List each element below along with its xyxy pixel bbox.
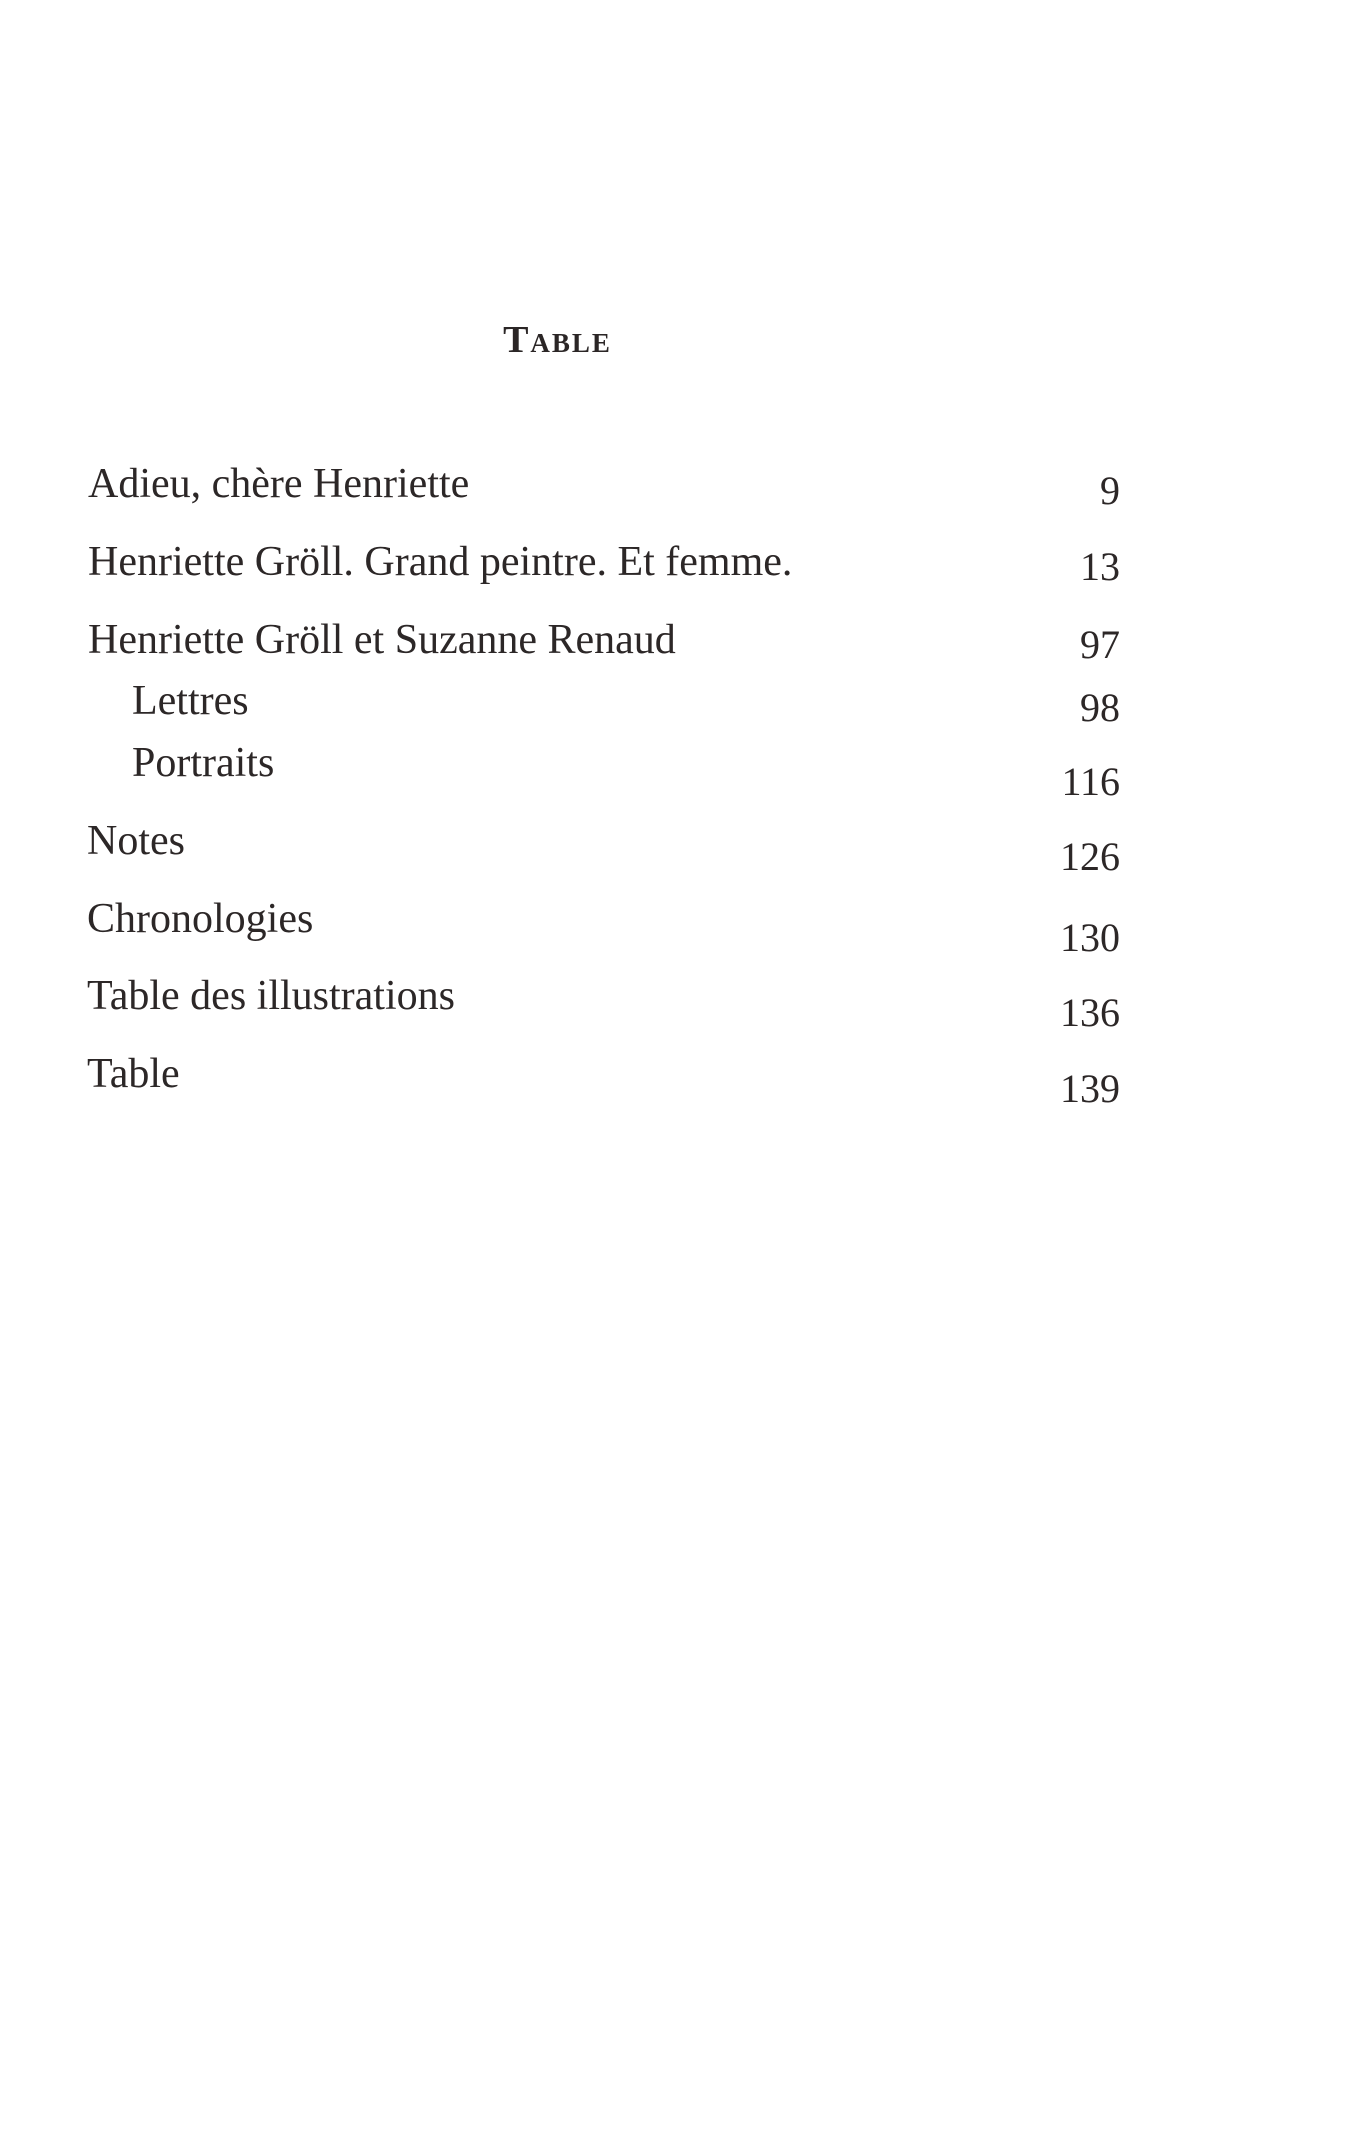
toc-entry-page: 136 bbox=[1060, 990, 1120, 1035]
toc-entry-page: 97 bbox=[1080, 622, 1120, 667]
toc-entry-label: Portraits bbox=[132, 740, 275, 786]
toc-entry-label: Notes bbox=[87, 818, 185, 864]
toc-entry-page: 139 bbox=[1060, 1066, 1120, 1111]
toc-entry bbox=[0, 820, 1352, 880]
toc-entry-label: Table des illustrations bbox=[87, 973, 455, 1019]
toc-entry-page: 126 bbox=[1060, 834, 1120, 879]
toc-entry-label: Henriette Gröll. Grand peintre. Et femme. bbox=[88, 539, 793, 585]
toc-entry bbox=[0, 619, 1352, 679]
toc-entry-label: Adieu, chère Henriette bbox=[88, 461, 470, 507]
toc-entry-page: 130 bbox=[1060, 915, 1120, 960]
toc-entry bbox=[0, 1053, 1352, 1113]
toc-entry bbox=[0, 463, 1352, 523]
toc-entry-label: Henriette Gröll et Suzanne Renaud bbox=[88, 617, 676, 663]
toc-entry-label: Table bbox=[87, 1051, 180, 1097]
toc-entry bbox=[0, 898, 1352, 958]
toc-entry-page: 9 bbox=[1100, 468, 1120, 513]
toc-entry bbox=[0, 541, 1352, 601]
toc-entry bbox=[0, 975, 1352, 1035]
toc-subentry bbox=[0, 742, 1352, 802]
toc-entry-page: 116 bbox=[1061, 759, 1120, 804]
toc-subentry bbox=[0, 680, 1352, 740]
toc-title: Table bbox=[503, 319, 612, 361]
toc-entry-label: Chronologies bbox=[87, 896, 314, 942]
toc-entry-page: 98 bbox=[1080, 685, 1120, 730]
toc-entry-label: Lettres bbox=[132, 678, 249, 724]
toc-entry-page: 13 bbox=[1080, 544, 1120, 589]
